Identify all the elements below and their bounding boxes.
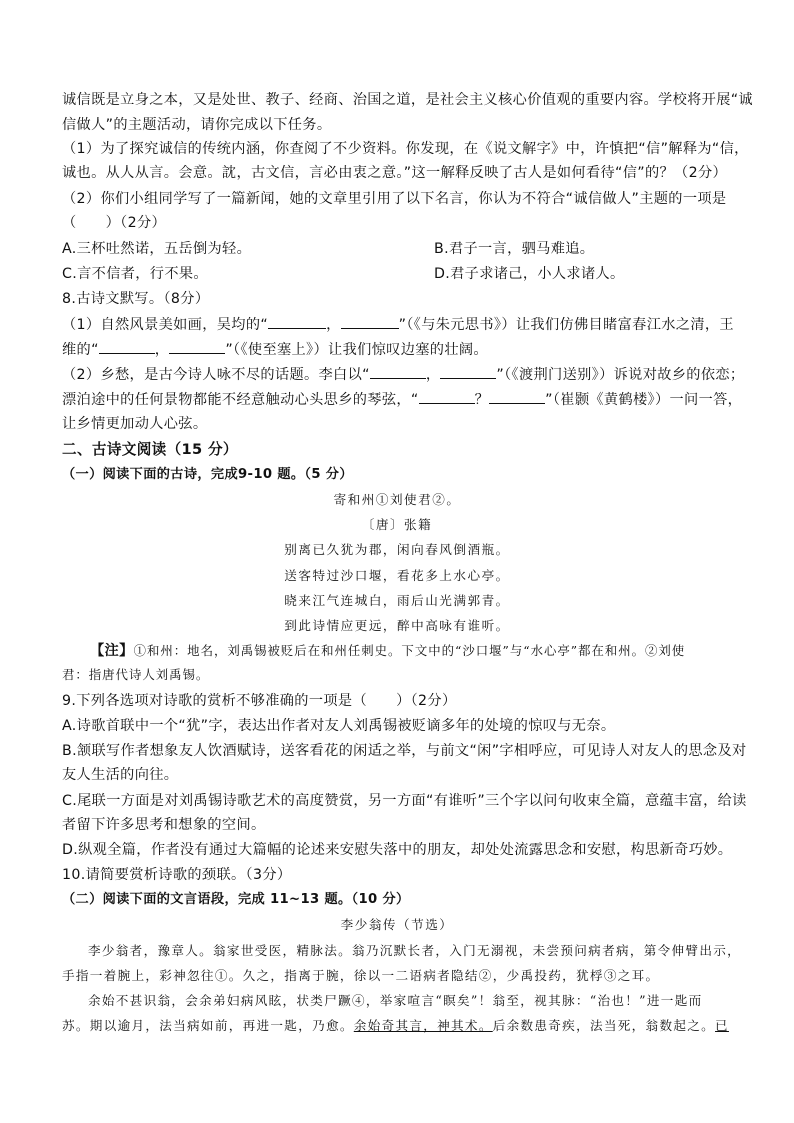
question-9-option: 者留下许多思考和想象的空间。: [62, 817, 266, 833]
question-1-line: （1）为了探究诚信的传统内涵，你查阅了不少资料。你发现，在《说文解字》中，许慎把“信”解释为“信，: [62, 141, 749, 157]
question-8-2-line: （2）乡愁，是古今诗人咏不尽的话题。李白以“ ， ”（《渡荆门送别》）诉说对故乡的依恋；: [62, 367, 745, 383]
question-10-stem: 10.请简要赏析诗歌的颈联。（3分）: [62, 867, 292, 883]
fill-blank[interactable]: [370, 365, 426, 379]
prose-line: 李少翁者，豫章人。翁家世受医，精脉法。翁乃沉默长者，入门无溺视，未尝预问病者病，第令伸臂出示，: [88, 943, 742, 958]
poem-line: 晓来江气连城白，雨后山光满郭青。: [284, 593, 510, 608]
option-c: C.言不信者，行不果。: [62, 266, 208, 282]
question-9-option: D.纵观全篇，作者没有通过大篇幅的论述来安慰失落中的朋友，却处处流露思念和安慰，构思新奇巧妙。: [62, 842, 733, 858]
prose-line: 余始不甚识翁，会余弟妇病风眩，状类尸蹶④，举家喧言“瞑矣”！翁至，视其脉：“治也！”进一匙而: [88, 993, 703, 1008]
subsection-heading: （二）阅读下面的文言语段，完成 11~13 题。（10 分）: [62, 892, 410, 907]
question-2-line: （ ）（2分）: [62, 215, 167, 231]
poem-note: 【注】①和州：地名，刘禹锡被贬后在和州任刺史。下文中的“沙口堰”与“水心亭”都在和州。②刘使: [90, 643, 686, 659]
question-9-stem: 9.下列各选项对诗歌的赏析不够准确的一项是（ ）（2分）: [62, 693, 457, 709]
question-9-option: B.颔联写作者想象友人饮酒赋诗，送客看花的闲适之举，与前文“闲”字相呼应，可见诗人对友人的思念及对: [62, 743, 747, 759]
section-heading: 二、古诗文阅读（15 分）: [62, 441, 238, 458]
prose-title: 李少翁传（节选）: [340, 917, 454, 932]
question-2-line: （2）你们小组同学写了一篇新闻，她的文章里引用了以下名言，你认为不符合“诚信做人”主题的一项是: [62, 191, 727, 207]
fill-blank[interactable]: [440, 365, 496, 379]
fill-blank[interactable]: [489, 390, 545, 404]
option-d: D.君子求诸己，小人求诸人。: [434, 266, 625, 282]
prose-line: 苏。期以逾月，法当病如前，再进一匙，乃愈。余始奇其言，神其术。后余数患奇疾，法当死，翁数起之。已: [62, 1018, 729, 1033]
subsection-heading: （一）阅读下面的古诗，完成9-10 题。（5 分）: [62, 467, 353, 482]
fill-blank[interactable]: [419, 390, 475, 404]
note-label: 【注】: [90, 643, 134, 659]
question-8-1-line: 维的“ ， ”（《使至塞上》）让我们惊叹边塞的壮阔。: [62, 342, 488, 358]
prose-line: 手指一着腕上，彩神忽往①。久之，指离于腕，徐以一二语病者隐结②，少禹投药，犹桴③之耳。: [62, 968, 660, 983]
option-row: [62, 265, 762, 283]
poem-title: 寄和州①刘使君②。: [333, 492, 461, 507]
poem-line: 到此诗情应更远，醉中高咏有谁听。: [284, 618, 510, 633]
question-1-line: 诚也。从人从言。会意。訦，古文信，言必由衷之意。”这一解释反映了古人是如何看待“信”的？（2分）: [62, 165, 728, 181]
question-9-option: A.诗歌首联中一个“犹”字，表达出作者对友人刘禹锡被贬谪多年的处境的惊叹与无奈。: [62, 718, 616, 734]
fill-blank[interactable]: [268, 315, 326, 329]
underlined-sentence: 余始奇其言，神其术。: [353, 1018, 493, 1033]
poem-author: 〔唐〕张籍: [361, 517, 433, 532]
poem-line: 送客特过沙口堰，看花多上水心亭。: [284, 568, 510, 583]
fill-blank[interactable]: [99, 340, 155, 354]
intro-line: 信做人”的主题活动，请你完成以下任务。: [62, 117, 332, 133]
fill-blank[interactable]: [169, 340, 225, 354]
question-9-option: 友人生活的向往。: [62, 767, 179, 783]
question-8-2-line: 漂泊途中的任何景物都能不经意触动心头思乡的琴弦，“ ？ ”（崔颢《黄鹤楼》）一问一答，: [62, 392, 743, 408]
question-8-1-line: （1）自然风景美如画，吴均的“ ， ”（《与朱元思书》）让我们仿佛目睹富春江水之清，王: [62, 317, 734, 333]
option-row: [62, 240, 762, 258]
fill-blank[interactable]: [341, 315, 399, 329]
question-8-2-line: 让乡情更加动人心弦。: [62, 416, 208, 432]
intro-line: 诚信既是立身之本，又是处世、教子、经商、治国之道，是社会主义核心价值观的重要内容。学校将开展“诚: [62, 92, 753, 108]
option-a: A.三杯吐然诺，五岳倒为轻。: [62, 241, 252, 257]
poem-line: 别离已久犹为郡，闲向春风倒酒瓶。: [284, 542, 510, 557]
poem-note: 君：指唐代诗人刘禹锡。: [62, 667, 210, 682]
option-b: B.君子一言，驷马难追。: [434, 241, 595, 257]
question-8-title: 8.古诗文默写。（8分）: [62, 291, 210, 307]
question-9-option: C.尾联一方面是对刘禹锡诗歌艺术的高度赞赏，另一方面“有谁听”三个字以问句收束全篇，意蕴丰富，给读: [62, 793, 747, 809]
